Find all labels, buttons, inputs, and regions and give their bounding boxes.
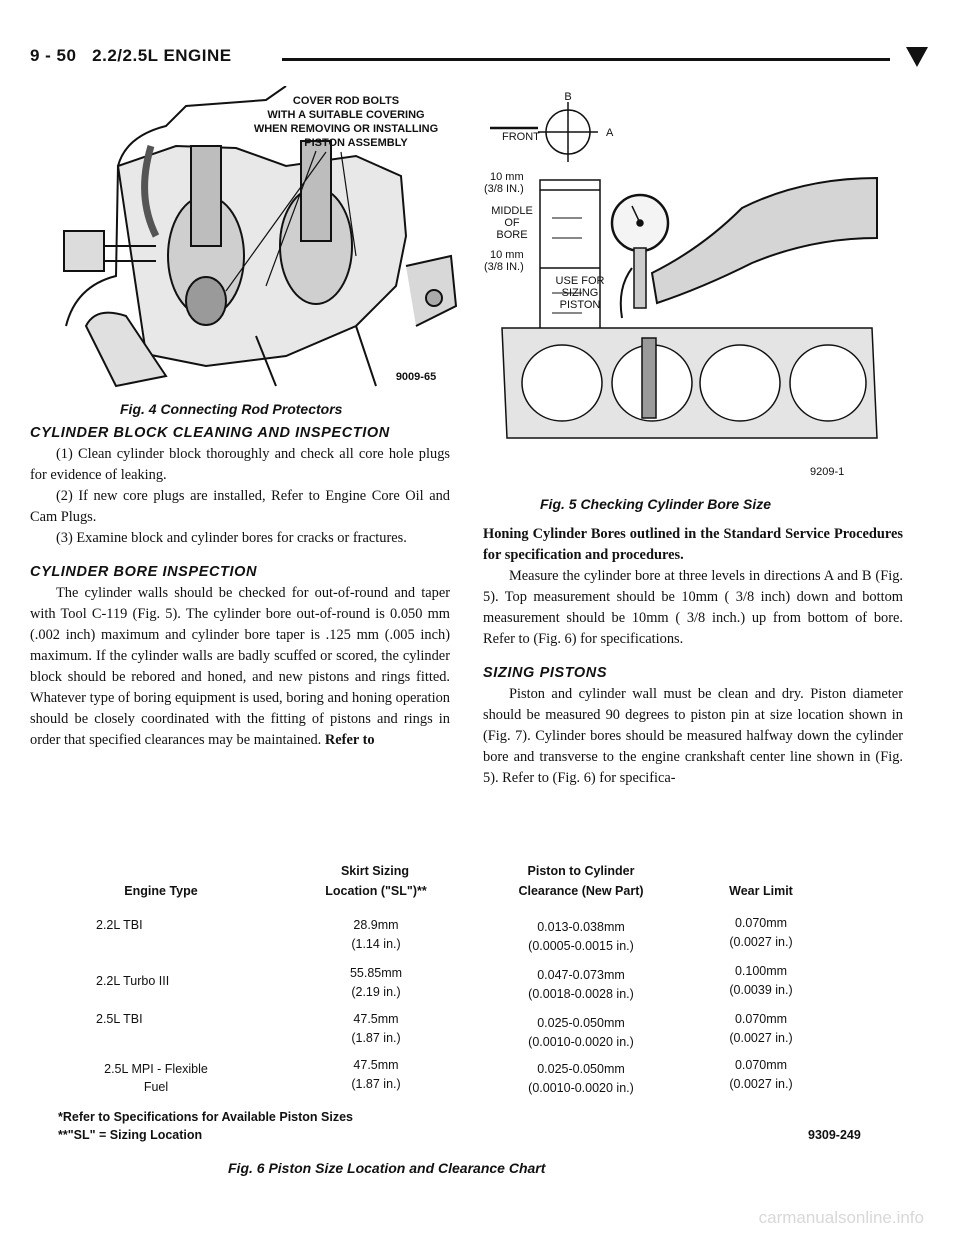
fig4-caption: Fig. 4 Connecting Rod Protectors [120,401,343,417]
fig6-chart: Engine Type Skirt Sizing Location ("SL")** Piston to Cylinder Clearance (New Part) Wear Limit 2.2L TBI 28.9mm (1.14 in.) 0.013-0.038mm (0.0005-0.0015 in.) 0.070mm (0.0027 in.) 2.2L Turbo III 55.85mm (2.19 in.) 0.047-0.073mm (0.0018-0.0028 in.) 0.100mm (0.0039 in.) 2.5L TBI 47.5mm (1.87 in.) 0.025-0.050mm (0.0010-0.0020 in.) 0.070mm (0.0027 in.) 2.5L MPI - Flexible Fuel 47.5mm (1.87 in.) 0.025-0.050mm (0.0010-0.0020 in.) 0.070mm (0.0027 in.) *Refer to Specifications for Available Piston Sizes **"SL" = Sizing Location 9309-249 [58,864,861,1142]
heading-sizing-pistons: SIZING PISTONS [483,665,608,681]
fig5-usefor-3: PISTON [559,299,601,311]
col-engine-type: Engine Type [124,884,198,898]
fig6-note-2: **"SL" = Sizing Location [58,1128,203,1142]
page-header [30,44,930,72]
fig4-label-line4: PISTON ASSEMBLY [304,137,408,149]
watermark: carmanualsonline.info [758,1208,924,1227]
heading-block-cleaning: CYLINDER BLOCK CLEANING AND INSPECTION [30,425,390,441]
fig5-middle-2: OF [504,217,520,229]
fig4-illustration [56,86,464,390]
fig5-caption: Fig. 5 Checking Cylinder Bore Size [540,496,772,512]
col-wear-limit: Wear Limit [729,884,793,898]
para-honing-continued: Honing Cylinder Bores outlined in the Standard Service Procedures for specification and procedures. [483,526,903,563]
col-skirt-2: Location ("SL")** [325,884,427,898]
heading-bore-inspection: CYLINDER BORE INSPECTION [30,564,258,580]
fig5-middle-1: MIDDLE [491,205,533,217]
fig5-top-mm: 10 mm [490,171,524,183]
para-bore-inspection: The cylinder walls should be checked for out-of-round and taper with Tool C-119 (Fig. 5). The cylinder bore out-of-round is 0.050 mm (.002 inch) maximum and cylinder bore taper is .125 mm (.005 inch) maximum. If the cylinder walls are badly scuffed or scored, the cylinder block should be rebored and honed, and new pistons and rings fitted. Whatever type of boring equipment is used, boring and honing operation should be closely coordinated with the fitting of pistons and rings in order that specified clearances may be maintained. Refer to [30,585,450,748]
fig5-front: FRONT [502,131,540,143]
col-clearance-2: Clearance (New Part) [518,884,644,898]
fig5-bottom-mm: 10 mm [490,249,524,261]
right-column [483,524,903,789]
fig5-usefor-1: USE FOR [555,275,605,287]
fig5-illustration [482,88,882,488]
para-core-plugs: (2) If new core plugs are installed, Refer to Engine Core Oil and Cam Plugs. [30,488,450,525]
fig5-top-in: (3/8 IN.) [484,183,524,195]
fig5-middle-3: BORE [496,229,528,241]
fig6-caption: Fig. 6 Piston Size Location and Clearance Chart [228,1160,546,1176]
fig4-label-line1: COVER ROD BOLTS [292,95,400,107]
para-clean-block: (1) Clean cylinder block thoroughly and check all core hole plugs for evidence of leaking. [30,446,450,483]
fig4-label-line2: WITH A SUITABLE COVERING [267,109,425,121]
fig5-dir-a: A [606,127,614,139]
col-skirt-1: Skirt Sizing [340,864,410,878]
fig5-usefor-2: SIZING [561,287,599,299]
fig4-code: 9009-65 [395,371,437,383]
header-text: 9 - 50 2.2/2.5L ENGINE [30,46,232,65]
left-column [30,420,450,751]
para-measure-bore: Measure the cylinder bore at three levels in directions A and B (Fig. 5). Top measurement should be 10mm ( 3/8 inch) down and bottom measurement should be 10mm ( 3/8 inch.) up from bottom of bore. Refer to (Fig. 6) for specifications. [483,568,903,647]
fig6-code: 9309-249 [808,1128,861,1142]
col-clearance-1: Piston to Cylinder [527,864,635,878]
fig5-code: 9209-1 [810,466,845,478]
fig6-note-1: *Refer to Specifications for Available Piston Sizes [58,1110,353,1124]
para-examine: (3) Examine block and cylinder bores for cracks or fractures. [56,530,407,546]
header-rule [282,58,890,61]
fig4-label-line3: WHEN REMOVING OR INSTALLING [253,123,439,135]
fig5-dir-b: B [564,91,572,103]
pentastar-logo-icon [906,47,928,67]
para-sizing-pistons: Piston and cylinder wall must be clean and dry. Piston diameter should be measured 90 degrees to piston pin at size location shown in (Fig. 7). Cylinder bores should be measured halfway down the cylinder bore and transverse to the engine crankshaft center line shown in (Fig. 5). Refer to (Fig. 6) for specifica- [483,686,903,786]
fig5-bottom-in: (3/8 IN.) [484,261,524,273]
